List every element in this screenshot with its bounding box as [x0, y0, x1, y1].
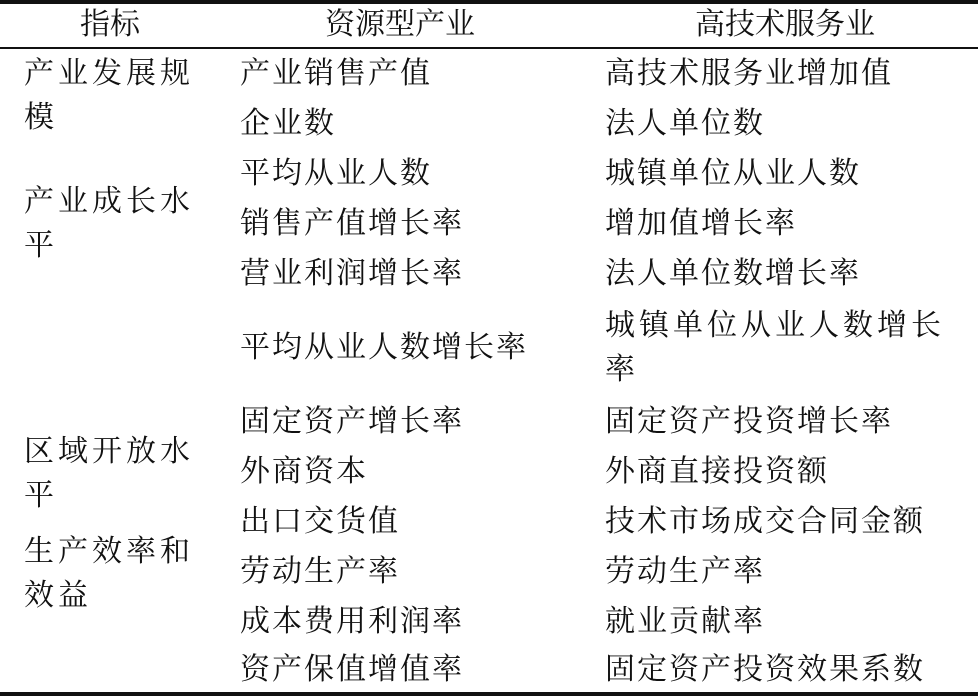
hitech-cell: 增加值增长率 — [605, 206, 797, 241]
resource-cell: 外商资本 — [240, 454, 368, 489]
hitech-cell: 劳动生产率 — [605, 554, 765, 589]
category-openness: 区域开放水平 — [24, 434, 194, 513]
resource-cell: 平均从业人数 — [240, 156, 432, 191]
category-efficiency: 生产效率和效益 — [24, 534, 194, 613]
resource-cell: 成本费用利润率 — [240, 604, 464, 639]
hitech-cell: 固定资产投资增长率 — [605, 404, 893, 439]
resource-cell: 出口交货值 — [240, 504, 400, 539]
hitech-cell: 就业贡献率 — [605, 604, 765, 639]
hitech-cell: 外商直接投资额 — [605, 454, 829, 489]
header-hitech-service: 高技术服务业 — [695, 7, 875, 42]
resource-cell: 劳动生产率 — [240, 554, 400, 589]
resource-cell: 固定资产增长率 — [240, 404, 464, 439]
category-growth: 产业成长水平 — [24, 184, 194, 263]
hitech-cell: 高技术服务业增加值 — [605, 56, 893, 91]
resource-cell: 产业销售产值 — [240, 56, 432, 91]
table-bottom-rule — [0, 692, 978, 696]
hitech-cell: 固定资产投资效果系数 — [605, 652, 925, 687]
resource-cell: 营业利润增长率 — [240, 256, 464, 291]
hitech-cell: 技术市场成交合同金额 — [605, 504, 925, 539]
resource-cell: 销售产值增长率 — [240, 206, 464, 241]
category-scale: 产业发展规模 — [24, 56, 194, 135]
table-header-rule — [0, 47, 978, 49]
resource-cell: 企业数 — [240, 106, 336, 141]
header-indicator: 指标 — [80, 7, 140, 42]
resource-cell: 资产保值增值率 — [240, 652, 464, 687]
resource-cell: 平均从业人数增长率 — [240, 330, 528, 365]
header-resource-industry: 资源型产业 — [325, 7, 475, 42]
hitech-cell: 城镇单位从业人数增长率 — [605, 308, 945, 387]
hitech-cell: 法人单位数增长率 — [605, 256, 861, 291]
hitech-cell: 法人单位数 — [605, 106, 765, 141]
hitech-cell: 城镇单位从业人数 — [605, 156, 861, 191]
